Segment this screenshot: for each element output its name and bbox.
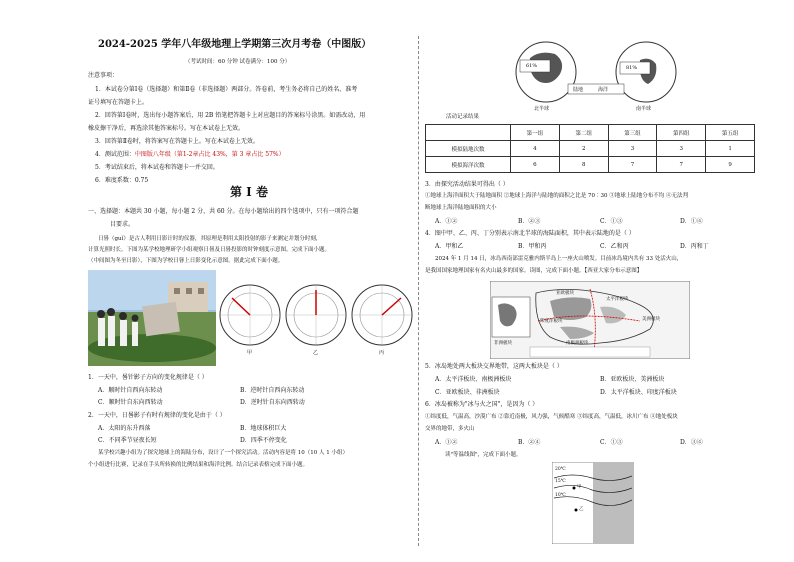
instruction-line: 一、选择题：本题共 30 小题，每小题 2 分，共 60 分。在每小题给出的四个选项中，只有一项符合题 xyxy=(88,208,359,215)
globe-legend-ocean: 海洋 xyxy=(598,87,609,93)
activity-record-table xyxy=(425,124,755,173)
table-header-cell: 第一组 xyxy=(511,125,560,141)
southern-hemisphere-globe xyxy=(616,42,676,102)
map-label: 太平洋板块 xyxy=(606,297,629,302)
passage2-line: 个小组进行比赛，记录在手头所转换的比例结果和海洋比例。结合记录表格完成下面小题。 xyxy=(88,462,309,468)
sundial-diagram-3 xyxy=(352,285,412,345)
table-header-cell: 第二组 xyxy=(559,125,608,141)
q3-option-c[interactable]: C．①③ xyxy=(600,218,623,225)
note-scope-highlight: 中图版八年级（第1-2章占比 43%，第 3 章占比 57%） xyxy=(134,151,285,158)
q4-option-d[interactable]: D．丙和丁 xyxy=(680,243,709,250)
northern-hemisphere-globe xyxy=(516,42,576,102)
q1-option-d[interactable]: D．逆时针自东向西转动 xyxy=(240,399,305,406)
table-cell: 2 xyxy=(559,141,608,157)
table-cell: 4 xyxy=(511,141,560,157)
q3-option-d[interactable]: D．①④ xyxy=(680,218,703,225)
globe-label-north: 北半球 xyxy=(534,106,550,112)
q2-option-a[interactable]: A．太阳的东升西落 xyxy=(98,425,151,432)
q4-stem: 4．图中甲、乙、丙、丁分别表示南北半球的海陆面积，其中表示陆地的是（ ） xyxy=(425,230,635,237)
q4-option-c[interactable]: C．乙和丙 xyxy=(600,243,629,250)
table-cell: 模拟海洋次数 xyxy=(426,157,511,173)
exam-title: 2024-2025 学年八年级地理上学期第三次月考卷（中图版） xyxy=(98,39,372,50)
q3-option-a[interactable]: A．①② xyxy=(435,218,458,225)
table-cell: 6 xyxy=(511,157,560,173)
table-caption: 活动记录结果 xyxy=(446,114,480,120)
map-label: 美洲板块 xyxy=(642,317,660,322)
sundial-diagrams xyxy=(218,282,414,348)
q5-option-a[interactable]: A．太平洋板块、南极洲板块 xyxy=(435,376,512,383)
table-row xyxy=(426,141,755,157)
globe-percent-label: 81% xyxy=(626,65,638,71)
q2-option-d[interactable]: D．四季不停变化 xyxy=(240,437,287,444)
isotherm-point: 甲 xyxy=(577,485,582,490)
q4-option-b[interactable]: B．甲和丙 xyxy=(518,243,547,250)
table-cell: 7 xyxy=(608,157,657,173)
passage4: 读"等温线图"，完成下面小题。 xyxy=(445,452,522,458)
q2-stem: 2．一天中，日晷影子有时有规律的变化是由于（ ） xyxy=(88,412,226,419)
sundial-label: 甲 xyxy=(247,350,253,356)
sundial-label: 丙 xyxy=(379,350,385,356)
passage2-line: 某学校兴趣小组为了探究地球上的海陆分布，设计了一个探究活动。活动内容是将 10（10 人 1 小组） xyxy=(98,450,348,456)
globe-percent-label: 61% xyxy=(526,63,538,69)
isotherm-diagram xyxy=(552,462,634,544)
map-label: 亚欧板块 xyxy=(556,291,574,296)
table-header-cell: 第四组 xyxy=(657,125,706,141)
q5-option-b[interactable]: B．亚欧板块、美洲板块 xyxy=(600,376,665,383)
section-title: 第 Ⅰ 卷 xyxy=(230,185,268,199)
q6-option-d[interactable]: D．③④ xyxy=(680,439,703,446)
note-line: 3．回答第Ⅱ卷时，将答案写在答题卡上。写在本试卷上无效。 xyxy=(95,138,259,145)
q6-body: 交界的地带，多火山 xyxy=(425,426,475,432)
q6-body: ①纬度低，气温高，沙漠广布 ②靠近南极，风力强，气候酷寒 ③纬度高，气温低，冰川广布 ④地处板块 xyxy=(425,414,678,420)
q2-option-b[interactable]: B．地球体积巨大 xyxy=(240,425,287,432)
column-divider xyxy=(418,36,419,546)
table-cell: 7 xyxy=(657,157,706,173)
table-header-row xyxy=(426,125,755,141)
passage1-line: （中间图为冬至日影），下图为学校日晷上日影变化示意图。据此完成下面小题。 xyxy=(88,258,284,264)
isotherm-label: 15℃ xyxy=(555,479,566,484)
q4-option-a[interactable]: A．甲和乙 xyxy=(435,243,464,250)
map-legend xyxy=(530,347,650,357)
note-line: 证号填写在答题卡上。 xyxy=(88,99,149,106)
q6-option-a[interactable]: A．①② xyxy=(435,439,458,446)
table-cell: 9 xyxy=(706,157,755,173)
table-cell: 模拟陆地次数 xyxy=(426,141,511,157)
sundial-diagram-2 xyxy=(286,285,346,345)
note-line: 2．回答第Ⅰ卷时，选出每小题答案后，用 2B 铅笔把答题卡上对应题目的答案标号涂黑。如需改动，用 xyxy=(95,112,366,119)
sundial-label: 乙 xyxy=(313,350,319,356)
map-label: 印度洋板块 xyxy=(540,319,563,324)
passage1-line: 日晷（guǐ）是古人利用日影计时的仪器，其原理是利用太阳投射的影子来测定并划分时刻， xyxy=(98,236,322,242)
note-line: 橡皮擦干净后，再选涂其他答案标号。写在本试卷上无效。 xyxy=(88,125,245,132)
q3-option-b[interactable]: B．②③ xyxy=(518,218,541,225)
q1-option-a[interactable]: A．顺时针自西向东转动 xyxy=(98,387,163,394)
note-line: 5．考试结束后，将本试卷和答题卡一并交回。 xyxy=(95,164,219,171)
sundial-diagram-1 xyxy=(220,285,280,345)
q6-stem: 6．冰岛被称为"冰与火之国"，是因为（ ） xyxy=(425,401,539,408)
isotherm-label: 10℃ xyxy=(555,493,566,498)
q5-stem: 5．冰岛地处两大板块交界地带，这两大板块是（ ） xyxy=(425,363,563,370)
q1-option-b[interactable]: B．逆时针自西向东转动 xyxy=(240,387,305,394)
table-header-cell xyxy=(426,125,511,141)
q5-option-d[interactable]: D．太平洋板块、印度洋板块 xyxy=(600,389,677,396)
map-label: 南极洲板块 xyxy=(566,341,589,346)
q2-option-c[interactable]: C．不同季节昼夜长短 xyxy=(98,437,157,444)
table-cell: 8 xyxy=(559,157,608,173)
note-line: 6．难度系数：0.75 xyxy=(95,177,149,184)
table-cell: 3 xyxy=(608,141,657,157)
q3-body: ①地球上海洋面积大于陆地面积 ②地球上海洋与陆地的面积之比是 70∶30 ③地球上陆地分布不均 ④无法判 xyxy=(425,193,688,199)
sundial-photo xyxy=(88,270,216,366)
isotherm-label: 20℃ xyxy=(555,467,566,472)
globe-legend-land: 陆地 xyxy=(573,87,584,93)
isotherm-point: 乙 xyxy=(579,507,584,512)
hemisphere-globes xyxy=(500,40,690,108)
passage1-line: 计算光照时长。下图为某学校地理研学小组观察日晷及日晷投影的时钟刻度示意图。完成下面小题。 xyxy=(88,247,331,253)
passage3-line: 2024 年 1 月 14 日，冰岛西南部雷克雅内斯半岛上一座火山喷发。目前冰岛境内共有 33 处活火山， xyxy=(435,256,683,262)
table-header-cell: 第三组 xyxy=(608,125,657,141)
note-line-scope xyxy=(95,151,285,158)
q3-stem: 3．由探究活动结果可得出（ ） xyxy=(425,181,509,188)
table-cell: 3 xyxy=(657,141,706,157)
q1-option-c[interactable]: C．顺时针自东向西转动 xyxy=(98,399,163,406)
note-scope-prefix: 4．测试范围： xyxy=(95,151,135,158)
notes-heading: 注意事项： xyxy=(88,72,119,79)
q6-option-b[interactable]: B．②④ xyxy=(518,439,541,446)
q3-body: 断地球上海洋陆地面积的大小 xyxy=(425,205,497,211)
globe-label-south: 南半球 xyxy=(636,106,652,112)
q1-stem: 1．一天中，晷针影子方向的变化规律是（ ） xyxy=(88,374,208,381)
note-line: 1．本试卷分第Ⅰ卷（选择题）和第Ⅱ卷（非选择题）两部分。答卷前，考生务必将自己的姓名、准考 xyxy=(95,86,358,93)
table-row xyxy=(426,157,755,173)
q6-option-c[interactable]: C．①③ xyxy=(600,439,623,446)
table-header-cell: 第五组 xyxy=(706,125,755,141)
plate-boundary-map xyxy=(490,281,690,359)
table-cell: 1 xyxy=(706,141,755,157)
q5-option-c[interactable]: C．亚欧板块、非洲板块 xyxy=(435,389,500,396)
passage3-line: 是我国国家地理国家有名火山最多的国家。读图，完成下面小题。【西亚大家分布示意图】 xyxy=(425,268,643,274)
instruction-line: 目要求。 xyxy=(110,221,135,228)
map-label: 非洲板块 xyxy=(494,341,512,346)
exam-info: （考试时间：60 分钟 试卷满分：100 分） xyxy=(185,59,291,65)
